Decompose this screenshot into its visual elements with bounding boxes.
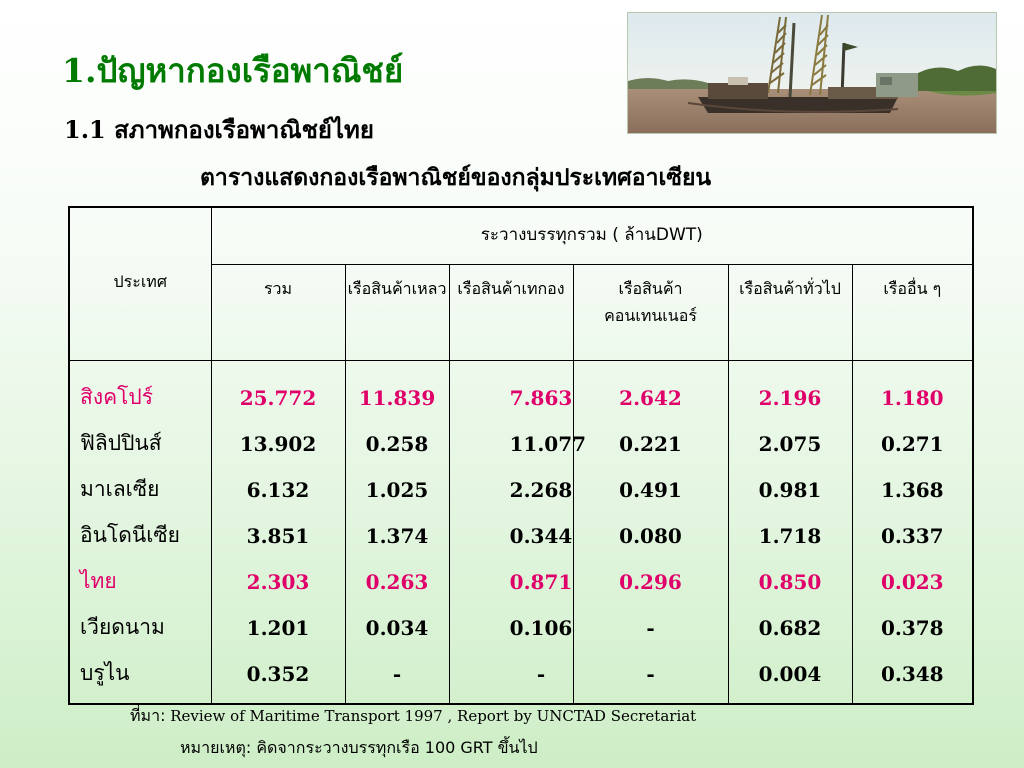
column-header-other: เรืออื่น ๆ: [852, 264, 973, 360]
value-cell: 0.106: [449, 605, 573, 651]
value-cell: 0.344: [449, 513, 573, 559]
value-cell: 0.850: [728, 559, 852, 605]
value-cell: 2.075: [728, 421, 852, 467]
value-cell: -: [573, 605, 728, 651]
value-cell: 13.902: [211, 421, 345, 467]
value-cell: 2.303: [211, 559, 345, 605]
column-header-container: เรือสินค้าคอนเทนเนอร์: [573, 264, 728, 360]
column-header-general: เรือสินค้าทั่วไป: [728, 264, 852, 360]
asean-fleet-table: [68, 206, 974, 705]
value-cell: 0.004: [728, 651, 852, 704]
value-cell: 0.348: [852, 651, 973, 704]
table-row: [69, 421, 973, 467]
dredging-barge-photo: [627, 12, 997, 134]
table-row: [69, 513, 973, 559]
country-cell: เวียดนาม: [69, 605, 211, 651]
value-cell: 0.352: [211, 651, 345, 704]
value-cell: 0.263: [345, 559, 449, 605]
table-row: [69, 605, 973, 651]
value-cell: -: [573, 651, 728, 704]
value-cell: 7.863: [449, 360, 573, 421]
table-row: [69, 360, 973, 421]
value-cell: 25.772: [211, 360, 345, 421]
value-cell: 3.851: [211, 513, 345, 559]
value-cell: 0.491: [573, 467, 728, 513]
value-cell: 2.642: [573, 360, 728, 421]
value-cell: 1.201: [211, 605, 345, 651]
value-cell: 0.023: [852, 559, 973, 605]
country-cell: ฟิลิปปินส์: [69, 421, 211, 467]
source-label: ที่มา:: [130, 706, 166, 725]
column-header-liquid: เรือสินค้าเหลว: [345, 264, 449, 360]
value-cell: 2.196: [728, 360, 852, 421]
value-cell: 2.268: [449, 467, 573, 513]
value-cell: 0.337: [852, 513, 973, 559]
value-cell: 0.981: [728, 467, 852, 513]
value-cell: 0.221: [573, 421, 728, 467]
source-text: Review of Maritime Transport 1997 , Report by UNCTAD Secretariat: [165, 707, 697, 725]
country-cell: ไทย: [69, 559, 211, 605]
table-row: [69, 559, 973, 605]
value-cell: 6.132: [211, 467, 345, 513]
source-note: [130, 704, 696, 729]
value-cell: 1.025: [345, 467, 449, 513]
value-cell: 0.080: [573, 513, 728, 559]
section-subtitle: 1.1 สภาพกองเรือพาณิชย์ไทย: [64, 115, 374, 144]
remark-text: คิดจากระวางบรรทุกเรือ 100 GRT ขึ้นไป: [251, 738, 538, 757]
country-cell: มาเลเซีย: [69, 467, 211, 513]
table-row: [69, 651, 973, 704]
capacity-group-header: ระวางบรรทุกรวม ( ล้านDWT): [211, 207, 973, 264]
remark-label: หมายเหตุ:: [180, 738, 252, 757]
value-cell: 0.271: [852, 421, 973, 467]
country-column-header: ประเทศ: [69, 207, 211, 360]
table-caption: ตารางแสดงกองเรือพาณิชย์ของกลุ่มประเทศอาเซียน: [200, 165, 712, 191]
country-cell: อินโดนีเซีย: [69, 513, 211, 559]
value-cell: 1.368: [852, 467, 973, 513]
value-cell: 11.077: [449, 421, 573, 467]
country-cell: บรูไน: [69, 651, 211, 704]
value-cell: 11.839: [345, 360, 449, 421]
remark-note: [180, 736, 538, 761]
value-cell: 0.258: [345, 421, 449, 467]
value-cell: 1.718: [728, 513, 852, 559]
value-cell: 1.180: [852, 360, 973, 421]
value-cell: 0.296: [573, 559, 728, 605]
column-header-bulk: เรือสินค้าเทกอง: [449, 264, 573, 360]
value-cell: 1.374: [345, 513, 449, 559]
value-cell: -: [449, 651, 573, 704]
value-cell: 0.378: [852, 605, 973, 651]
country-cell: สิงคโปร์: [69, 360, 211, 421]
value-cell: 0.034: [345, 605, 449, 651]
value-cell: 0.682: [728, 605, 852, 651]
value-cell: 0.871: [449, 559, 573, 605]
page-title: 1.ปัญหากองเรือพาณิชย์: [62, 51, 404, 90]
table-row: [69, 467, 973, 513]
column-header-total: รวม: [211, 264, 345, 360]
value-cell: -: [345, 651, 449, 704]
